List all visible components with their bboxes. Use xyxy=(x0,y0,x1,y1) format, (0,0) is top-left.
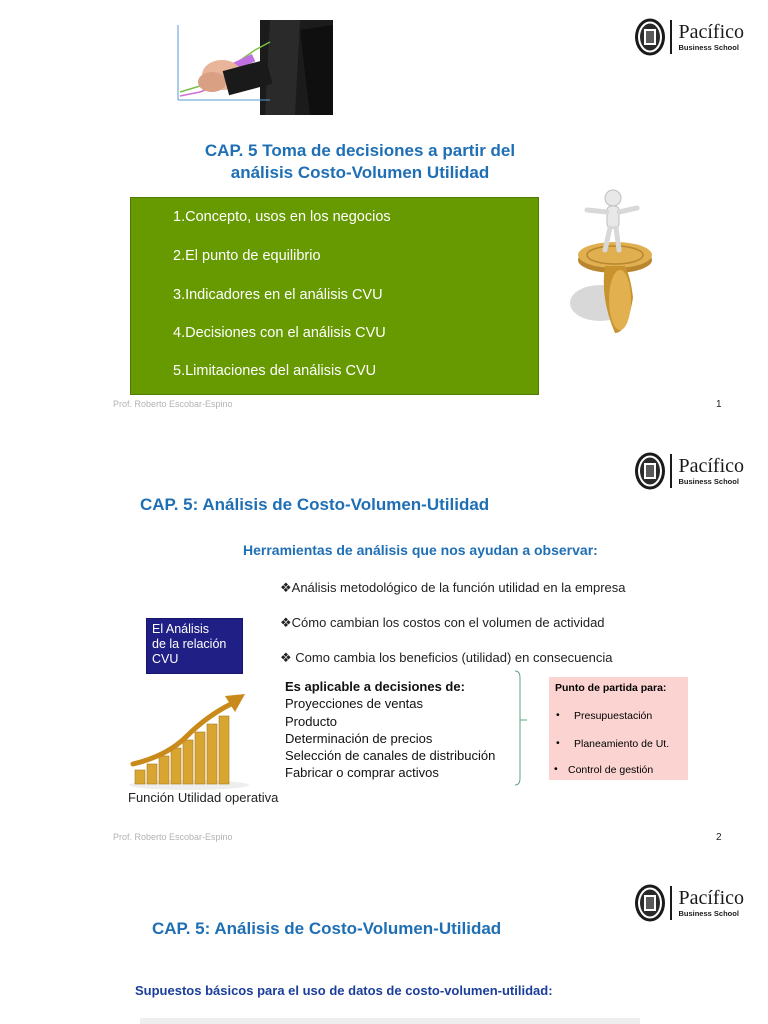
bullet-dot: • xyxy=(556,709,560,721)
analysis-bullet: ❖Cómo cambian los costos con el volumen de actividad xyxy=(280,615,605,630)
slide-1-page-number: 1 xyxy=(716,399,722,410)
topic-item: 4.Decisiones con el análisis CVU xyxy=(173,325,386,341)
analysis-bullet: ❖ Como cambia los beneficios (utilidad) en consecuencia xyxy=(280,650,613,665)
utility-function-caption: Función Utilidad operativa xyxy=(128,790,279,805)
slide-2 xyxy=(0,432,768,860)
bullet-dot: • xyxy=(554,763,558,775)
decision-item: Determinación de precios xyxy=(285,730,433,746)
slide-3-title: CAP. 5: Análisis de Costo-Volumen-Utilidad xyxy=(152,919,502,938)
logo-brand-text: Pacífico xyxy=(678,21,744,44)
pacifico-logo xyxy=(634,883,744,923)
starting-point-box xyxy=(549,677,688,780)
topic-item: 2.El punto de equilibrio xyxy=(173,248,321,264)
analysis-bullet: ❖Análisis metodológico de la función utilidad en la empresa xyxy=(280,580,626,595)
slide-3-subtitle: Supuestos básicos para el uso de datos de costo-volumen-utilidad: xyxy=(135,983,553,998)
slide-1-footer: Prof. Roberto Escobar-Espino xyxy=(113,399,233,409)
cvu-box-line: de la relación xyxy=(152,637,227,651)
topic-item: 1.Concepto, usos en los negocios xyxy=(173,209,391,225)
slide-1-title-line-2: análisis Costo-Volumen Utilidad xyxy=(230,163,490,182)
bullet-dot: • xyxy=(556,737,560,749)
slide-3 xyxy=(0,866,768,1024)
slide-3-content-panel xyxy=(140,1018,640,1024)
bracket-connector xyxy=(511,670,531,786)
topics-box xyxy=(130,197,539,395)
pacifico-seal-icon xyxy=(634,17,666,57)
logo-subtitle-text: Business School xyxy=(678,909,739,919)
logo-subtitle-text: Business School xyxy=(678,43,739,53)
slide-2-title: CAP. 5: Análisis de Costo-Volumen-Utilidad xyxy=(140,495,490,514)
slide-1 xyxy=(0,0,768,428)
pacifico-seal-icon xyxy=(634,451,666,491)
topic-item: 3.Indicadores en el análisis CVU xyxy=(173,287,383,303)
hand-drawing-chart-image xyxy=(170,20,333,115)
figure-on-coin-image xyxy=(565,188,660,338)
decision-item: Selección de canales de distribución xyxy=(285,748,496,764)
slide-2-footer: Prof. Roberto Escobar-Espino xyxy=(113,832,233,842)
logo-subtitle-text: Business School xyxy=(678,477,739,487)
pacifico-seal-icon xyxy=(634,883,666,923)
decision-item: Fabricar o comprar activos xyxy=(285,765,439,781)
decision-item: Producto xyxy=(285,713,338,729)
slide-2-subtitle: Herramientas de análisis que nos ayudan a observar: xyxy=(243,542,598,558)
slide-1-title xyxy=(140,140,580,184)
logo-brand-text: Pacífico xyxy=(678,455,744,478)
decisions-header: Es aplicable a decisiones de: xyxy=(285,679,465,694)
pacifico-logo xyxy=(634,451,744,491)
decision-item: Proyecciones de ventas xyxy=(285,696,424,712)
rising-coins-image xyxy=(127,690,252,790)
pacifico-logo xyxy=(634,17,744,57)
starting-point-item: Presupuestación xyxy=(574,710,653,722)
cvu-analysis-box xyxy=(146,618,243,674)
starting-point-item: Planeamiento de Ut. xyxy=(574,738,670,750)
slide-2-page-number: 2 xyxy=(716,832,722,843)
starting-point-header: Punto de partida para: xyxy=(555,682,667,694)
topic-item: 5.Limitaciones del análisis CVU xyxy=(173,363,377,379)
starting-point-item: Control de gestión xyxy=(568,764,654,776)
cvu-box-line: El Análisis xyxy=(152,622,209,636)
cvu-box-line: CVU xyxy=(152,652,179,666)
slide-1-title-line-1: CAP. 5 Toma de decisiones a partir del xyxy=(204,141,516,160)
logo-brand-text: Pacífico xyxy=(678,887,744,910)
decisions-list xyxy=(285,678,495,782)
